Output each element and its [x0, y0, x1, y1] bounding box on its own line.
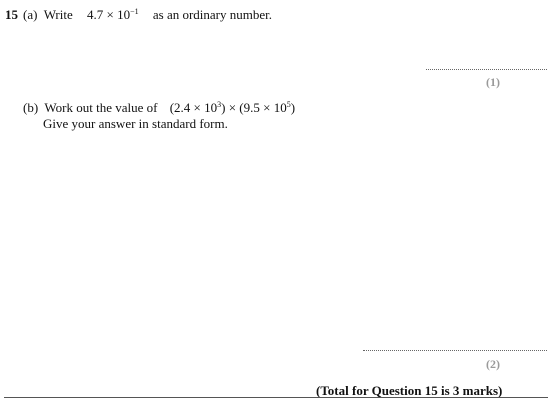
part-b-instruction: Work out the value of	[44, 100, 158, 115]
part-a-mantissa: 4.7 × 10	[87, 7, 131, 22]
part-b-expression	[170, 100, 295, 116]
part-a-question	[23, 7, 272, 23]
part-b-label: (b)	[23, 100, 39, 115]
part-b-expr-open: (2.4 × 10	[169, 100, 218, 115]
part-b-expr-close: )	[290, 100, 296, 115]
part-b-exponent-1: 3	[217, 100, 222, 109]
part-b-exponent-2: 5	[286, 100, 291, 109]
part-a-instruction-end: as an ordinary number.	[152, 7, 273, 22]
part-b-answer-line[interactable]	[363, 350, 547, 351]
question-number: 15	[5, 7, 18, 22]
part-b-expr-mid: ) × (9.5 × 10	[221, 100, 287, 115]
question-total: (Total for Question 15 is 3 marks)	[316, 383, 503, 398]
part-b-question	[23, 100, 295, 116]
part-b-instruction-line-2: Give your answer in standard form.	[43, 116, 228, 131]
part-a-marks: (1)	[486, 75, 500, 89]
part-b-marks: (2)	[486, 357, 500, 371]
bottom-rule	[4, 397, 548, 398]
part-a-instruction-start: Write	[43, 7, 73, 22]
part-a-exponent: −1	[130, 7, 139, 16]
part-a-expression	[87, 7, 139, 23]
part-a-answer-line[interactable]	[426, 69, 547, 70]
part-a-label: (a)	[23, 7, 38, 22]
